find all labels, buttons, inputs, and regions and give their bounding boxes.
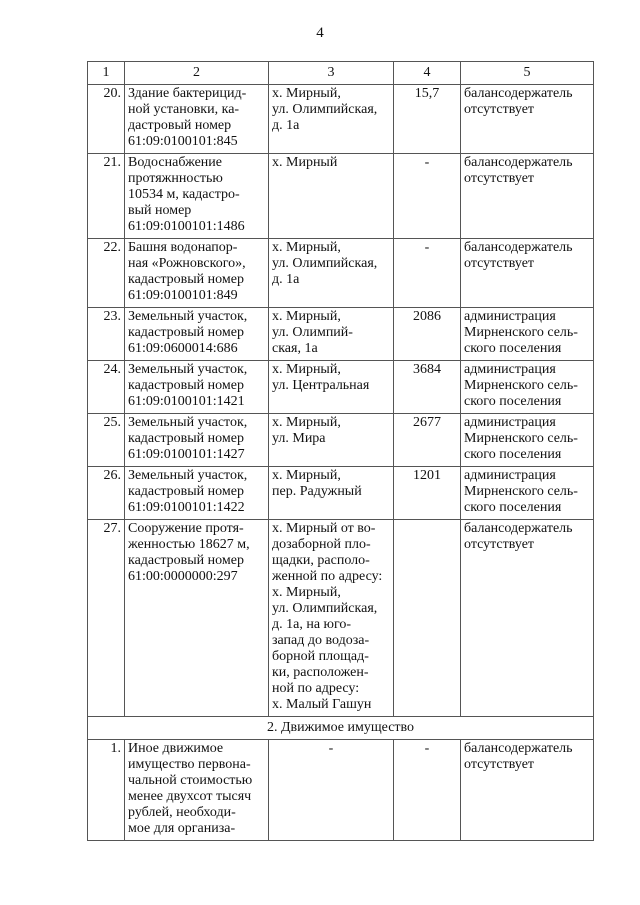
cell-line: вый номер bbox=[128, 203, 192, 218]
area-cell: 3684 bbox=[394, 361, 461, 414]
area-cell: 15,7 bbox=[394, 85, 461, 154]
cell-line: отсутствует bbox=[464, 256, 535, 271]
area-cell: - bbox=[394, 740, 461, 841]
balance-holder-cell bbox=[461, 239, 594, 308]
cell-line: Иное движимое bbox=[128, 741, 224, 756]
cell-line: Мирненского сель- bbox=[464, 431, 578, 446]
cell-line: протяжнностью bbox=[128, 171, 223, 186]
area-cell bbox=[394, 520, 461, 717]
table-row bbox=[88, 308, 594, 361]
cell-line: ского поселения bbox=[464, 341, 562, 356]
section-title: 2. Движимое имущество bbox=[88, 717, 594, 740]
cell-line: Водоснабжение bbox=[128, 155, 223, 170]
cell-line: ки, расположен- bbox=[272, 665, 369, 680]
cell-line: х. Мирный, bbox=[272, 415, 341, 430]
header-cell-1: 1 bbox=[88, 62, 125, 85]
cell-line: ной установки, ка- bbox=[128, 102, 240, 117]
cell-line: щадки, располо- bbox=[272, 553, 370, 568]
cell-line: Земельный участок, bbox=[128, 468, 248, 483]
cell-line: х. Мирный, bbox=[272, 362, 341, 377]
cell-line: женной по адресу: bbox=[272, 569, 383, 584]
cell-line: пер. Радужный bbox=[272, 484, 362, 499]
cell-line: д. 1а, на юго- bbox=[272, 617, 352, 632]
cell-line: 61:09:0100101:1421 bbox=[128, 394, 245, 409]
cell-line: ул. Центральная bbox=[272, 378, 370, 393]
cell-line: 61:09:0100101:845 bbox=[128, 134, 238, 149]
cell-line: борной площад- bbox=[272, 649, 369, 664]
cell-line: отсутствует bbox=[464, 537, 535, 552]
cell-line: х. Мирный, bbox=[272, 309, 341, 324]
page-number: 4 bbox=[316, 25, 324, 41]
cell-line: Земельный участок, bbox=[128, 362, 248, 377]
cell-line: кадастровый номер bbox=[128, 484, 244, 499]
cell-line: балансодержатель bbox=[464, 521, 573, 536]
cell-line: ул. Олимпийская, bbox=[272, 102, 378, 117]
section-row bbox=[88, 717, 594, 740]
cell-line: мое для организа- bbox=[128, 821, 236, 836]
area-cell: 1201 bbox=[394, 467, 461, 520]
object-name-cell bbox=[125, 467, 269, 520]
table-row bbox=[88, 520, 594, 717]
cell-line: 61:09:0100101:1422 bbox=[128, 500, 245, 515]
address-cell bbox=[269, 520, 394, 717]
cell-line: 61:00:0000000:297 bbox=[128, 569, 238, 584]
cell-line: ского поселения bbox=[464, 447, 562, 462]
area-cell: 2086 bbox=[394, 308, 461, 361]
cell-line: х. Малый Гашун bbox=[272, 697, 372, 712]
row-number-cell: 24. bbox=[88, 361, 125, 414]
cell-line: балансодержатель bbox=[464, 86, 573, 101]
cell-line: ского поселения bbox=[464, 394, 562, 409]
property-registry-table bbox=[87, 61, 594, 841]
cell-line: кадастровый номер bbox=[128, 431, 244, 446]
cell-line: х. Мирный, bbox=[272, 468, 341, 483]
table-row bbox=[88, 154, 594, 239]
table-row bbox=[88, 414, 594, 467]
cell-line: ной по адресу: bbox=[272, 681, 360, 696]
cell-line: Сооружение протя- bbox=[128, 521, 244, 536]
cell-line: 61:09:0100101:1427 bbox=[128, 447, 245, 462]
cell-line: ул. Мира bbox=[272, 431, 326, 446]
address-cell: - bbox=[269, 740, 394, 841]
cell-line: х. Мирный, bbox=[272, 240, 341, 255]
cell-line: балансодержатель bbox=[464, 741, 573, 756]
cell-line: балансодержатель bbox=[464, 240, 573, 255]
cell-line: 10534 м, кадастро- bbox=[128, 187, 240, 202]
cell-line: Мирненского сель- bbox=[464, 325, 578, 340]
cell-line: балансодержатель bbox=[464, 155, 573, 170]
object-name-cell bbox=[125, 85, 269, 154]
row-number-cell: 21. bbox=[88, 154, 125, 239]
cell-line: администрация bbox=[464, 415, 556, 430]
header-cell-3: 3 bbox=[269, 62, 394, 85]
cell-line: администрация bbox=[464, 362, 556, 377]
cell-line: 61:09:0600014:686 bbox=[128, 341, 238, 356]
cell-line: х. Мирный от во- bbox=[272, 521, 376, 536]
cell-line: женностью 18627 м, bbox=[128, 537, 250, 552]
address-cell bbox=[269, 414, 394, 467]
row-number-cell: 26. bbox=[88, 467, 125, 520]
cell-line: кадастровый номер bbox=[128, 553, 244, 568]
cell-line: ная «Рожновского», bbox=[128, 256, 246, 271]
cell-line: х. Мирный, bbox=[272, 585, 341, 600]
cell-line: ского поселения bbox=[464, 500, 562, 515]
balance-holder-cell bbox=[461, 361, 594, 414]
cell-line: д. 1а bbox=[272, 272, 300, 287]
table-row bbox=[88, 85, 594, 154]
cell-line: запад до водоза- bbox=[272, 633, 370, 648]
object-name-cell bbox=[125, 239, 269, 308]
cell-line: ул. Олимпий- bbox=[272, 325, 353, 340]
object-name-cell bbox=[125, 361, 269, 414]
row-number-cell: 23. bbox=[88, 308, 125, 361]
row-number-cell: 1. bbox=[88, 740, 125, 841]
cell-line: ская, 1а bbox=[272, 341, 318, 356]
cell-line: менее двухсот тысяч bbox=[128, 789, 252, 804]
cell-line: ул. Олимпийская, bbox=[272, 601, 378, 616]
cell-line: 61:09:0100101:849 bbox=[128, 288, 238, 303]
object-name-cell bbox=[125, 414, 269, 467]
cell-line: Здание бактерицид- bbox=[128, 86, 247, 101]
object-name-cell bbox=[125, 740, 269, 841]
balance-holder-cell bbox=[461, 154, 594, 239]
balance-holder-cell bbox=[461, 740, 594, 841]
cell-line: отсутствует bbox=[464, 102, 535, 117]
cell-line: чальной стоимостью bbox=[128, 773, 253, 788]
cell-line: 61:09:0100101:1486 bbox=[128, 219, 245, 234]
cell-line: х. Мирный, bbox=[272, 86, 341, 101]
cell-line: администрация bbox=[464, 309, 556, 324]
cell-line: кадастровый номер bbox=[128, 272, 244, 287]
balance-holder-cell bbox=[461, 520, 594, 717]
address-cell bbox=[269, 361, 394, 414]
address-cell bbox=[269, 85, 394, 154]
area-cell: - bbox=[394, 239, 461, 308]
cell-line: отсутствует bbox=[464, 757, 535, 772]
row-number-cell: 22. bbox=[88, 239, 125, 308]
address-cell bbox=[269, 467, 394, 520]
object-name-cell bbox=[125, 154, 269, 239]
object-name-cell bbox=[125, 308, 269, 361]
cell-line: рублей, необходи- bbox=[128, 805, 236, 820]
cell-line: д. 1а bbox=[272, 118, 300, 133]
table-header-row bbox=[88, 62, 594, 85]
cell-line: отсутствует bbox=[464, 171, 535, 186]
area-cell: 2677 bbox=[394, 414, 461, 467]
object-name-cell bbox=[125, 520, 269, 717]
header-cell-4: 4 bbox=[394, 62, 461, 85]
cell-line: кадастровый номер bbox=[128, 378, 244, 393]
cell-line: администрация bbox=[464, 468, 556, 483]
cell-line: дозаборной пло- bbox=[272, 537, 371, 552]
cell-line: х. Мирный bbox=[272, 155, 338, 170]
address-cell bbox=[269, 154, 394, 239]
balance-holder-cell bbox=[461, 414, 594, 467]
area-cell: - bbox=[394, 154, 461, 239]
cell-line: Земельный участок, bbox=[128, 309, 248, 324]
address-cell bbox=[269, 308, 394, 361]
row-number-cell: 27. bbox=[88, 520, 125, 717]
cell-line: ул. Олимпийская, bbox=[272, 256, 378, 271]
cell-line: Башня водонапор- bbox=[128, 240, 238, 255]
cell-line: Земельный участок, bbox=[128, 415, 248, 430]
address-cell bbox=[269, 239, 394, 308]
cell-line: дастровый номер bbox=[128, 118, 232, 133]
cell-line: кадастровый номер bbox=[128, 325, 244, 340]
table-row bbox=[88, 467, 594, 520]
table-row bbox=[88, 740, 594, 841]
table-row bbox=[88, 239, 594, 308]
row-number-cell: 25. bbox=[88, 414, 125, 467]
cell-line: Мирненского сель- bbox=[464, 378, 578, 393]
balance-holder-cell bbox=[461, 308, 594, 361]
balance-holder-cell bbox=[461, 467, 594, 520]
cell-line: имущество первона- bbox=[128, 757, 251, 772]
cell-line: Мирненского сель- bbox=[464, 484, 578, 499]
row-number-cell: 20. bbox=[88, 85, 125, 154]
header-cell-5: 5 bbox=[461, 62, 594, 85]
balance-holder-cell bbox=[461, 85, 594, 154]
table-row bbox=[88, 361, 594, 414]
header-cell-2: 2 bbox=[125, 62, 269, 85]
